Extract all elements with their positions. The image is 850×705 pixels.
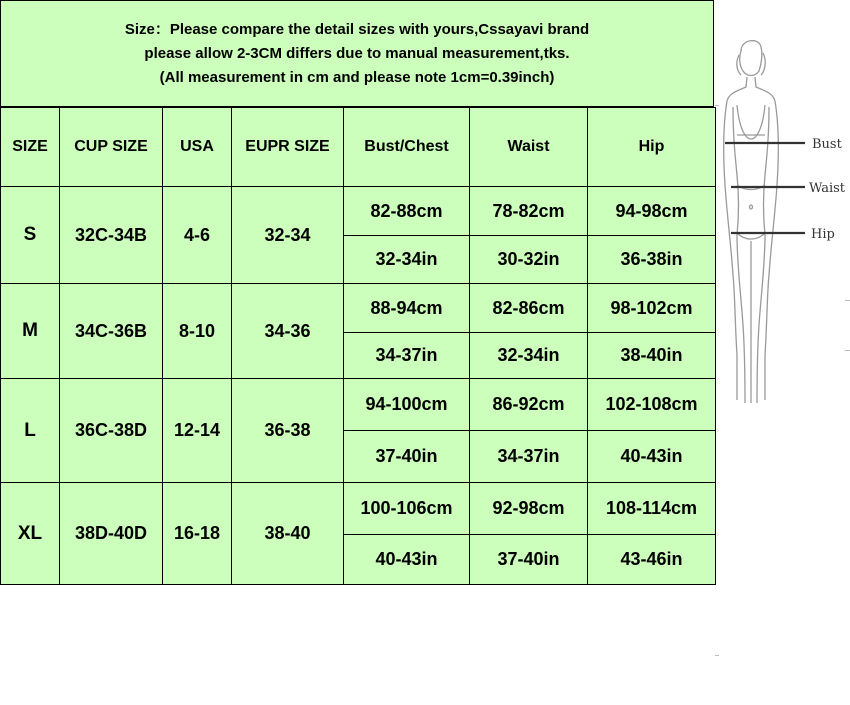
measurement-lines (725, 143, 805, 233)
col-header-hip: Hip (588, 108, 716, 187)
usa-cell: 12-14 (163, 379, 232, 483)
hip-cm-cell: 94-98cm (588, 187, 716, 236)
cup-size-cell: 38D-40D (60, 483, 163, 585)
cup-size-cell: 34C-36B (60, 284, 163, 379)
size-cell: M (1, 284, 60, 379)
bust-in-cell: 32-34in (344, 236, 470, 284)
eu-size-cell: 38-40 (232, 483, 344, 585)
bust-label: Bust (812, 137, 842, 152)
eu-size-cell: 32-34 (232, 187, 344, 284)
table-row (1, 379, 716, 431)
bust-cm-cell: 94-100cm (344, 379, 470, 431)
table-row (1, 187, 716, 236)
hip-cm-cell: 102-108cm (588, 379, 716, 431)
header-line-1: Size：Please compare the detail sizes with yours,Cssayavi brand (124, 20, 590, 38)
waist-in-cell: 32-34in (470, 333, 588, 379)
waist-cm-cell: 86-92cm (470, 379, 588, 431)
table-row (1, 284, 716, 333)
header-line-3: (All measurement in cm and please note 1cm=0.39inch) (159, 68, 555, 86)
col-header-waist: Waist (470, 108, 588, 187)
table-header-row (1, 108, 716, 187)
header-line-2: please allow 2-3CM differs due to manual measurement,tks. (144, 44, 570, 62)
body-outline (724, 41, 779, 403)
waist-cm-cell: 82-86cm (470, 284, 588, 333)
col-header-usa: USA (163, 108, 232, 187)
body-measurement-figure (715, 35, 850, 405)
col-header-cup-size: CUP SIZE (60, 108, 163, 187)
size-cell: L (1, 379, 60, 483)
eu-size-cell: 34-36 (232, 284, 344, 379)
chart-header (0, 0, 714, 107)
bust-cm-cell: 82-88cm (344, 187, 470, 236)
hip-in-cell: 36-38in (588, 236, 716, 284)
bust-in-cell: 34-37in (344, 333, 470, 379)
col-header-eupr-size: EUPR SIZE (232, 108, 344, 187)
hip-in-cell: 40-43in (588, 431, 716, 483)
waist-label: Waist (809, 181, 846, 196)
usa-cell: 16-18 (163, 483, 232, 585)
hip-in-cell: 38-40in (588, 333, 716, 379)
col-header-size: SIZE (1, 108, 60, 187)
hip-label: Hip (811, 227, 835, 242)
bust-in-cell: 37-40in (344, 431, 470, 483)
waist-in-cell: 34-37in (470, 431, 588, 483)
hip-in-cell: 43-46in (588, 535, 716, 585)
cup-size-cell: 32C-34B (60, 187, 163, 284)
size-table (0, 107, 716, 585)
waist-in-cell: 30-32in (470, 236, 588, 284)
usa-cell: 4-6 (163, 187, 232, 284)
waist-cm-cell: 92-98cm (470, 483, 588, 535)
cup-size-cell: 36C-38D (60, 379, 163, 483)
size-cell: XL (1, 483, 60, 585)
waist-cm-cell: 78-82cm (470, 187, 588, 236)
bust-cm-cell: 88-94cm (344, 284, 470, 333)
eu-size-cell: 36-38 (232, 379, 344, 483)
usa-cell: 8-10 (163, 284, 232, 379)
bust-cm-cell: 100-106cm (344, 483, 470, 535)
waist-in-cell: 37-40in (470, 535, 588, 585)
hip-cm-cell: 98-102cm (588, 284, 716, 333)
hip-cm-cell: 108-114cm (588, 483, 716, 535)
table-row (1, 483, 716, 535)
size-cell: S (1, 187, 60, 284)
divider (715, 655, 719, 656)
col-header-bust-chest: Bust/Chest (344, 108, 470, 187)
bust-in-cell: 40-43in (344, 535, 470, 585)
